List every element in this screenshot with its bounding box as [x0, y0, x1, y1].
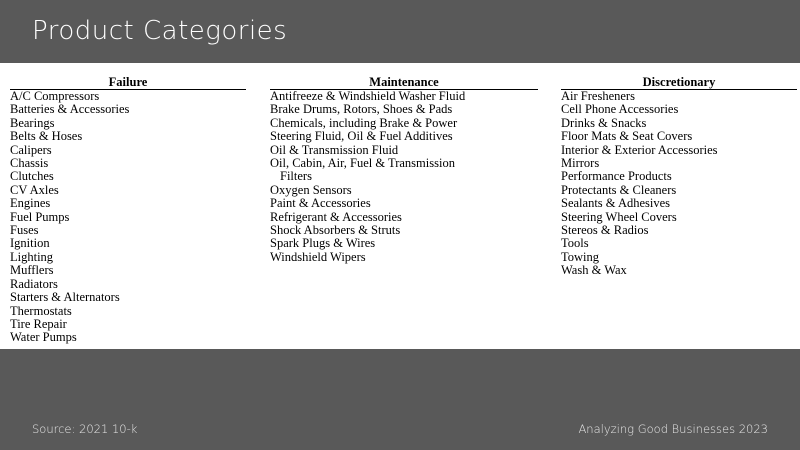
list-item: Interior & Exterior Accessories	[561, 142, 718, 157]
list-item: Chassis	[10, 156, 49, 171]
list-item: Stereos & Radios	[561, 223, 649, 238]
list-item: Protectants & Cleaners	[561, 182, 677, 197]
list-item: Calipers	[10, 142, 52, 157]
column-header-failure: Failure	[10, 75, 246, 90]
list-item: Tools	[561, 236, 589, 251]
list-item: Lighting	[10, 249, 54, 264]
category-table	[0, 63, 800, 349]
list-item: A/C Compressors	[10, 89, 100, 103]
list-item: Radiators	[10, 276, 58, 291]
brand-footer: Analyzing Good Businesses 2023	[578, 422, 768, 436]
list-item: Oxygen Sensors	[270, 182, 352, 197]
list-item: Refrigerant & Accessories	[270, 209, 402, 224]
list-item: Drinks & Snacks	[561, 115, 647, 130]
list-item: Floor Mats & Seat Covers	[561, 129, 693, 144]
list-item: Paint & Accessories	[270, 196, 371, 211]
list-item: Spark Plugs & Wires	[270, 236, 376, 251]
list-item: Sealants & Adhesives	[561, 196, 671, 211]
list-item: Batteries & Accessories	[10, 102, 130, 117]
column-failure	[10, 75, 246, 345]
list-item: Mufflers	[10, 263, 54, 278]
list-item: Air Fresheners	[561, 89, 635, 103]
column-header-maintenance: Maintenance	[270, 75, 538, 90]
list-item: Mirrors	[561, 156, 600, 171]
list-item: Engines	[10, 196, 51, 211]
list-item: CV Axles	[10, 182, 59, 197]
list-item: Ignition	[10, 236, 50, 251]
list-item: Steering Fluid, Oil & Fuel Additives	[270, 129, 453, 144]
column-maintenance	[270, 75, 538, 264]
category-list-failure	[10, 90, 246, 345]
column-discretionary	[561, 75, 797, 278]
list-item: Tire Repair	[10, 316, 67, 331]
list-item: Performance Products	[561, 169, 672, 184]
list-item: Bearings	[10, 115, 55, 130]
list-item: Cell Phone Accessories	[561, 102, 679, 117]
list-item: Brake Drums, Rotors, Shoes & Pads	[270, 102, 453, 117]
list-item: Thermostats	[10, 303, 72, 318]
list-item: Belts & Hoses	[10, 129, 83, 144]
category-list-maintenance	[270, 90, 538, 264]
list-item: Steering Wheel Covers	[561, 209, 677, 224]
list-item: Chemicals, including Brake & Power	[270, 115, 458, 130]
slide-title: Product Categories	[32, 16, 288, 46]
list-item: Water Pumps	[10, 330, 77, 345]
list-item: Fuel Pumps	[10, 209, 70, 224]
list-item: Clutches	[10, 169, 54, 184]
list-item: Wash & Wax	[561, 263, 627, 278]
list-item: Starters & Alternators	[10, 290, 120, 305]
list-item: Oil & Transmission Fluid	[270, 142, 399, 157]
list-item: Filters	[280, 169, 312, 184]
list-item: Oil, Cabin, Air, Fuel & Transmission	[270, 156, 455, 171]
source-note: Source: 2021 10-k	[32, 422, 138, 436]
category-list-discretionary	[561, 90, 797, 278]
list-item: Windshield Wipers	[270, 249, 366, 264]
list-item: Towing	[561, 249, 600, 264]
column-header-discretionary: Discretionary	[561, 75, 797, 90]
list-item: Antifreeze & Windshield Washer Fluid	[270, 89, 466, 103]
list-item: Shock Absorbers & Struts	[270, 223, 401, 238]
list-item: Fuses	[10, 223, 39, 238]
